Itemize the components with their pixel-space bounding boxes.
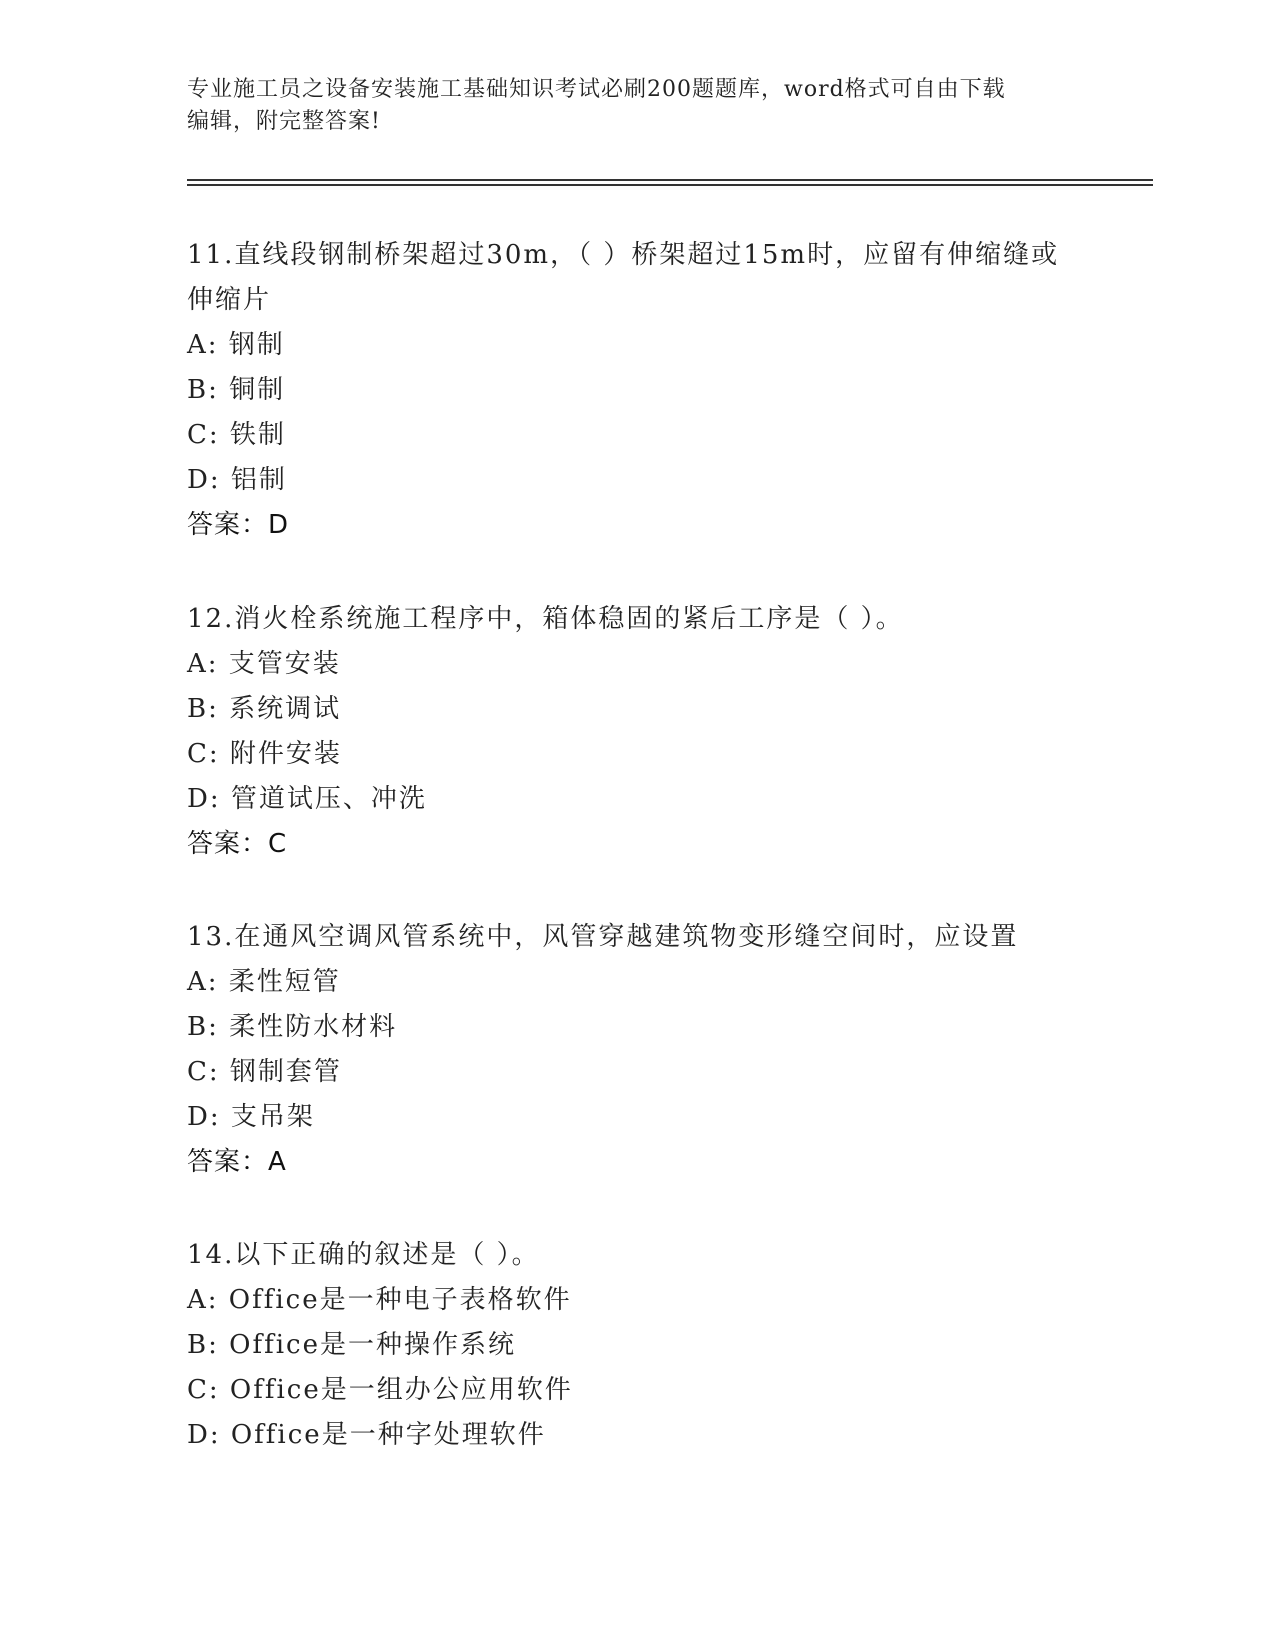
question-stem: 14.以下正确的叙述是（ ）。 [187, 1240, 540, 1270]
option-b: B: Office是一种操作系统 [187, 1330, 516, 1360]
answer: 答案：D [187, 510, 290, 540]
option-a: A: 支管安装 [187, 649, 341, 679]
option-d: D: 支吊架 [187, 1102, 315, 1132]
option-c: C: 铁制 [187, 420, 286, 450]
option-d: D: 铝制 [187, 465, 287, 495]
question-stem: 12.消火栓系统施工程序中，箱体稳固的紧后工序是（ ）。 [187, 604, 904, 634]
question-13 [187, 915, 1087, 1185]
header-line-1: 专业施工员之设备安装施工基础知识考试必刷200题题库，word格式可自由下载 [187, 77, 1006, 102]
answer: 答案：A [187, 1147, 287, 1177]
answer: 答案：C [187, 829, 288, 859]
option-c: C: 钢制套管 [187, 1057, 342, 1087]
question-stem-continued: 伸缩片 [187, 285, 272, 315]
question-14 [187, 1233, 1087, 1458]
option-d: D: Office是一种字处理软件 [187, 1420, 546, 1450]
option-c: C: Office是一组办公应用软件 [187, 1375, 573, 1405]
question-stem: 11.直线段钢制桥架超过30m，（ ）桥架超过15m时，应留有伸缩缝或 [187, 240, 1060, 270]
option-a: A: Office是一种电子表格软件 [187, 1285, 572, 1315]
option-b: B: 铜制 [187, 375, 286, 405]
option-a: A: 柔性短管 [187, 967, 341, 997]
question-11 [187, 233, 1087, 548]
header-divider-top [187, 179, 1153, 181]
option-b: B: 柔性防水材料 [187, 1012, 398, 1042]
question-stem: 13.在通风空调风管系统中，风管穿越建筑物变形缝空间时，应设置 [187, 922, 1019, 952]
option-d: D: 管道试压、冲洗 [187, 784, 427, 814]
header-divider-bottom [187, 184, 1153, 186]
header-line-2: 编辑，附完整答案! [187, 109, 381, 134]
document-header [187, 74, 1087, 138]
question-12 [187, 597, 1087, 867]
option-b: B: 系统调试 [187, 694, 342, 724]
option-c: C: 附件安装 [187, 739, 342, 769]
option-a: A: 钢制 [187, 330, 285, 360]
